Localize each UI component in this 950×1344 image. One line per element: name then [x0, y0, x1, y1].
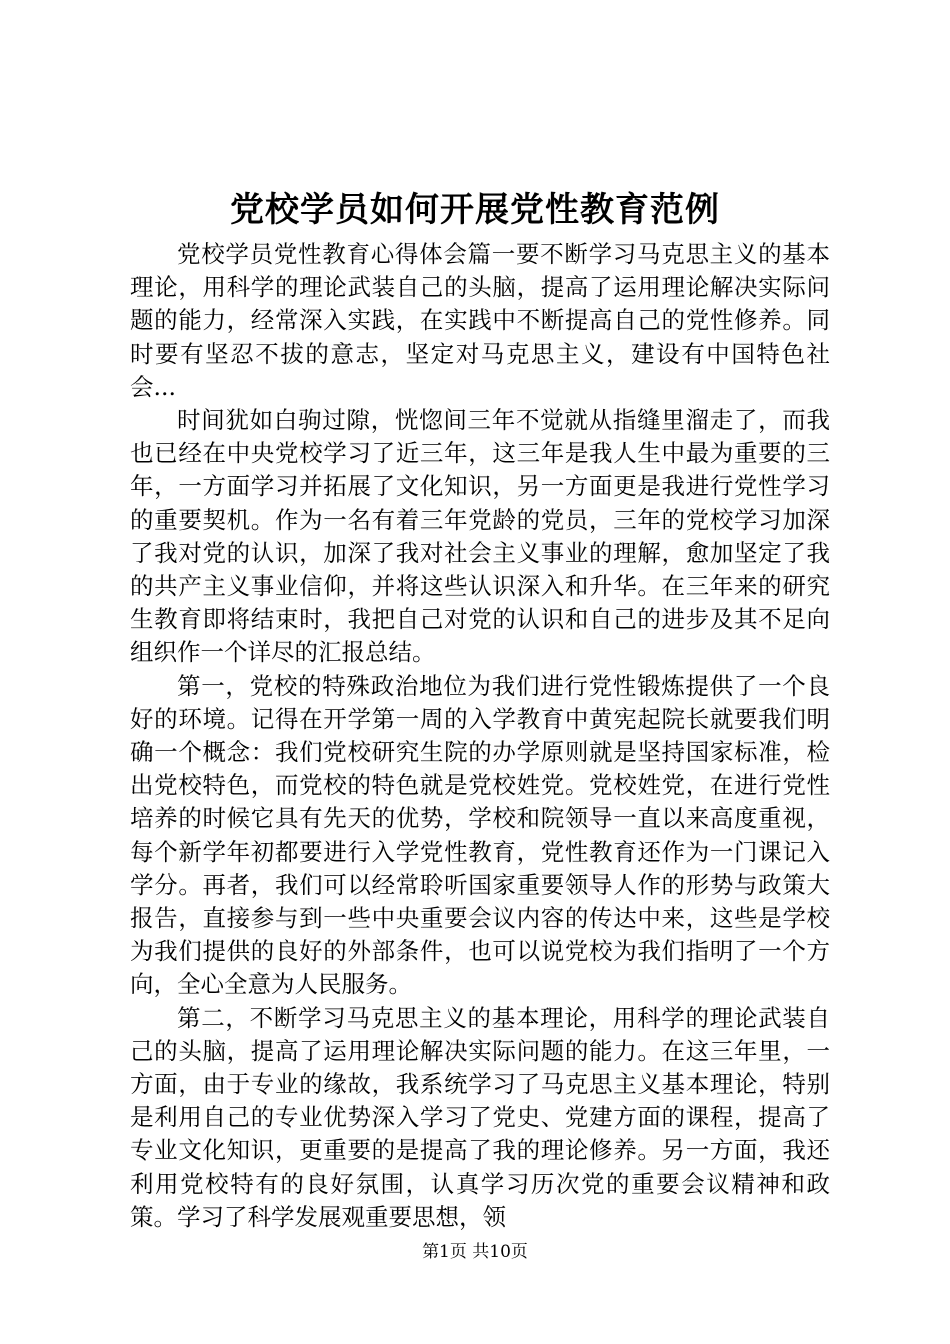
page-number-footer: 第1页 共10页 — [422, 1242, 528, 1262]
paragraph-2: 时间犹如白驹过隙，恍惚间三年不觉就从指缝里溜走了，而我也已经在中央党校学习了近三年，这三年是我人生中最为重要的三年，一方面学习并拓展了文化知识，另一方面更是我进行党性学习的重要契机。作为一名有着三年党龄的党员，三年的党校学习加深了我对党的认识，加深了我对社会主义事业的理解，愈加坚定了我的共产主义事业信仰，并将这些认识深入和升华。在三年来的研究生教育即将结束时，我把自己对党的认识和自己的进步及其不足向组织作一个详尽的汇报总结。 — [130, 406, 830, 667]
document-body — [130, 238, 830, 1234]
paragraph-3: 第一，党校的特殊政治地位为我们进行党性锻炼提供了一个良好的环境。记得在开学第一周的入学教育中黄宪起院长就要我们明确一个概念：我们党校研究生院的办学原则就是坚持国家标准，检出党校特色，而党校的特色就是党校姓党。党校姓党，在进行党性培养的时候它具有先天的优势，学校和院领导一直以来高度重视，每个新学年初都要进行入学党性教育，党性教育还作为一门课记入学分。再者，我们可以经常聆听国家重要领导人作的形势与政策大报告，直接参与到一些中央重要会议内容的传达中来，这些是学校为我们提供的良好的外部条件，也可以说党校为我们指明了一个方向，全心全意为人民服务。 — [130, 671, 830, 999]
paragraph-4: 第二，不断学习马克思主义的基本理论，用科学的理论武装自己的头脑，提高了运用理论解决实际问题的能力。在这三年里，一方面，由于专业的缘故，我系统学习了马克思主义基本理论，特别是利用自己的专业优势深入学习了党史、党建方面的课程，提高了专业文化知识，更重要的是提高了我的理论修养。另一方面，我还利用党校特有的良好氛围，认真学习历次党的重要会议精神和政策。学习了科学发展观重要思想，领 — [130, 1003, 830, 1231]
paragraph-1: 党校学员党性教育心得体会篇一要不断学习马克思主义的基本理论，用科学的理论武装自己的头脑，提高了运用理论解决实际问题的能力，经常深入实践，在实践中不断提高自己的党性修养。同时要有坚忍不拔的意志，坚定对马克思主义，建设有中国特色社会... — [130, 240, 830, 401]
document-title: 党校学员如何开展党性教育范例 — [230, 190, 720, 230]
